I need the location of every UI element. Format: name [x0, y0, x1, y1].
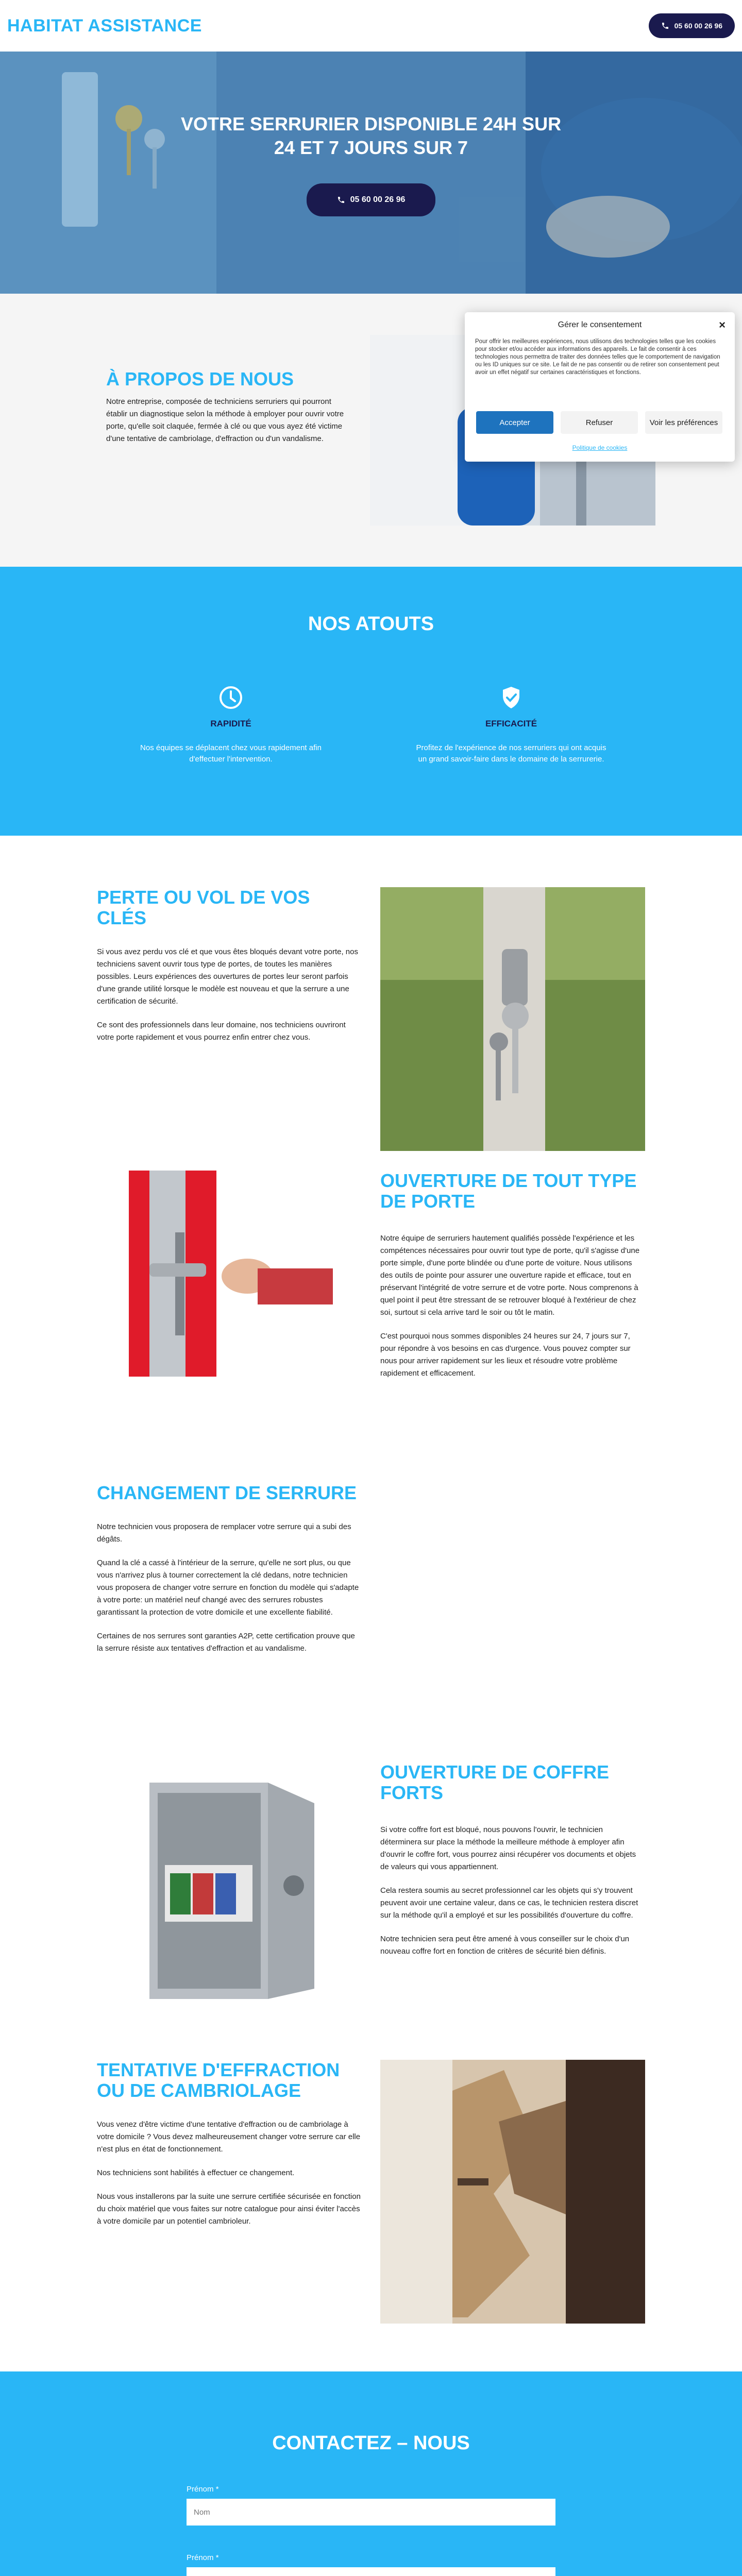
- about-text: Notre entreprise, composée de techniciens serruriers qui pourront établir un diagnostique selon la méthode à employer pour ouvrir votre porte, qu'elle soit claquée, fermée à clé ou que vous ayez été victime d'une tentative de cambriolage, d'effraction ou d'un vandalisme.: [106, 397, 344, 443]
- phone-icon: [337, 196, 345, 204]
- cookie-accept-button[interactable]: Accepter: [476, 411, 553, 434]
- hero-title-line-1: VOTRE SERRURIER DISPONIBLE 24H SUR: [180, 113, 562, 134]
- cookie-consent-dialog: [465, 312, 735, 462]
- perte-paragraph-2: Ce sont des professionnels dans leur domaine, nos techniciens ouvriront votre porte rapidement et vous pourrez enfin entrer chez vous.: [97, 1021, 346, 1042]
- tentative-section: [97, 2060, 362, 2239]
- perte-title: PERTE OU VOL DE VOS CLÉS: [97, 887, 310, 928]
- prenom-label: Prénom *: [187, 2553, 219, 2562]
- cookie-dialog-text: Pour offrir les meilleures expériences, nous utilisons des technologies telles que les cookies pour stocker et/ou accéder aux informations des appareils. Le fait de consentir à ces technologies nous permettra de traiter des données telles que le comportement de navigation ou les ID uniques sur ce site. Le fait de ne pas consentir ou de retirer son consentement peut avoir un effet négatif sur certaines caractéristiques et fonctions.: [475, 338, 720, 376]
- door-handle-image: [129, 1171, 333, 1377]
- cookie-dialog-title: Gérer le consentement: [558, 320, 642, 329]
- tentative-paragraph-3: Nous vous installerons par la suite une serrure certifiée sécurisée en fonction du choix matériel que vous faites sur notre catalogue pour ainsi éviter l'accès à votre domicile par un potentiel cambrioleur.: [97, 2192, 361, 2226]
- ouverture-paragraph-1: Notre équipe de serruriers hautement qualifiés possède l'expérience et les compétences nécessaires pour ouvrir tout type de porte, qu'il s'agisse d'une porte simple, d'une porte blindée ou d'une porte de voiture. Nous utilisons des outils de pointe pour assurer une ouverture rapide et efficace, tout en préservant l'intégrité de votre serrure et de votre porte. Nous comprenons à quel point il peut être stressant de se retrouver bloqué à l'extérieur de chez soi, surtout si cela arrive tard le soir ou tôt le matin.: [380, 1234, 640, 1317]
- header-phone-button[interactable]: [649, 13, 735, 38]
- perte-photo-keys: [380, 887, 645, 1151]
- atout-rapidite-text: Nos équipes se déplacent chez vous rapidement afin d'effectuer l'intervention.: [140, 743, 322, 764]
- ouverture-title: OUVERTURE DE TOUT TYPE DE PORTE: [380, 1170, 637, 1212]
- contact-title: CONTACTEZ – NOUS: [272, 2432, 470, 2454]
- ouverture-paragraph-2: C'est pourquoi nous sommes disponibles 24 heures sur 24, 7 jours sur 7, pour répondre à vos besoins en cas d'urgence. Vous pouvez compter sur nous pour arriver rapidement sur les lieux et résoudre votre problème rapidement et efficacement.: [380, 1332, 631, 1378]
- clock-icon: [218, 685, 243, 710]
- ouverture-text: [380, 1232, 645, 1380]
- ouverture-photo-door: [129, 1171, 333, 1377]
- ouverture-section: [380, 1171, 645, 1391]
- contact-section: [0, 2371, 742, 2576]
- atout-efficacite-text: Profitez de l'expérience de nos serruriers qui ont acquis un grand savoir-faire dans le domaine de la serrurerie.: [416, 743, 606, 764]
- site-logo[interactable]: HABITAT ASSISTANCE: [7, 15, 202, 36]
- prenom-input[interactable]: [187, 2567, 555, 2576]
- atout-rapidite: [133, 685, 329, 765]
- damaged-door-image: [380, 2060, 645, 2324]
- hero-phone-label: 05 60 00 26 96: [350, 195, 406, 204]
- hero-section: [0, 52, 742, 294]
- nom-field: [187, 2485, 555, 2526]
- atout-efficacite: [413, 685, 609, 765]
- perte-paragraph-1: Si vous avez perdu vos clé et que vous êtes bloqués devant votre porte, nos techniciens savent ouvrir tous type de portes, de toutes les manières possibles. Leurs expériences des ouvertures de portes leur seront parfois d'une grande utilité lorsque le modèle est nouveau et que la serrure a une certification de sécurité.: [97, 947, 358, 1006]
- hero-title-line-2: 24 ET 7 JOURS SUR 7: [274, 137, 468, 158]
- coffre-text: [380, 1824, 645, 1958]
- nom-label: Prénom *: [187, 2485, 219, 2494]
- nom-input[interactable]: [187, 2499, 555, 2526]
- atouts-section: [0, 567, 742, 836]
- changement-paragraph-3: Certaines de nos serrures sont garanties A2P, cette certification prouve que la serrure résiste aux tentatives d'effraction et au vandalisme.: [97, 1632, 355, 1653]
- changement-text: [97, 1521, 362, 1655]
- perte-text: [97, 946, 362, 1044]
- tentative-paragraph-2: Nos techniciens sont habilités à effectuer ce changement.: [97, 2168, 295, 2177]
- changement-paragraph-2: Quand la clé a cassé à l'intérieur de la serrure, qu'elle ne sort plus, ou que vous n'arrivez plus à tourner correctement la clé dedans, notre technicien vous proposera de changer votre serrure en fonction du modèle qui s'adapte à votre porte: un matériel neuf changé avec des serrures robustes garantissant la protection de votre domicile et une excellente fiabilité.: [97, 1558, 359, 1617]
- tentative-title: TENTATIVE D'EFFRACTION OU DE CAMBRIOLAGE: [97, 2059, 340, 2101]
- tentative-text: [97, 2119, 362, 2228]
- cookie-policy-link[interactable]: Politique de cookies: [572, 444, 628, 451]
- keys-in-lock-image: [380, 887, 645, 1151]
- changement-title: CHANGEMENT DE SERRURE: [97, 1482, 357, 1503]
- check-shield-icon: [499, 685, 524, 710]
- cookie-preferences-button[interactable]: Voir les préférences: [645, 411, 722, 434]
- site-header: [0, 0, 742, 52]
- safe-image: [129, 1762, 333, 2020]
- coffre-paragraph-1: Si votre coffre fort est bloqué, nous pouvons l'ouvrir, le technicien déterminera sur place la méthode la meilleure méthode à employer afin d'ouvrir le coffre fort, vous pourrez ainsi récupérer vos documents et objets de valeurs qui vous appartiennent.: [380, 1825, 636, 1871]
- about-title: À PROPOS DE NOUS: [106, 368, 294, 389]
- prenom-field: [187, 2553, 555, 2576]
- atout-efficacite-title: EFFICACITÉ: [485, 719, 537, 728]
- coffre-paragraph-2: Cela restera soumis au secret professionnel car les objets qui s'y trouvent peuvent avoir une certaine valeur, dans ce cas, le technicien restera discret sur la méthode qu'il a employé et sur les possibilités d'ouverture du coffre.: [380, 1886, 638, 1920]
- coffre-title: OUVERTURE DE COFFRE FORTS: [380, 1761, 610, 1803]
- atouts-title: NOS ATOUTS: [308, 613, 434, 635]
- tentative-paragraph-1: Vous venez d'être victime d'une tentative d'effraction ou de cambriolage à votre domicile ? Vous devez malheureusement changer votre serrure car elle n'est plus en état de fonctionnement.: [97, 2120, 361, 2154]
- phone-icon: [661, 22, 669, 30]
- atout-rapidite-title: RAPIDITÉ: [210, 719, 251, 728]
- hero-title: [0, 112, 742, 160]
- coffre-paragraph-3: Notre technicien sera peut être amené à vous conseiller sur le choix d'un nouveau coffre fort en fonction de critères de sécurité bien définis.: [380, 1935, 630, 1956]
- changement-section: [97, 1483, 362, 1666]
- perte-section: [97, 887, 362, 1055]
- tentative-photo-damaged-door: [380, 2060, 645, 2324]
- coffre-section: [380, 1762, 645, 1969]
- changement-paragraph-1: Notre technicien vous proposera de remplacer votre serrure qui a subi des dégâts.: [97, 1522, 351, 1544]
- close-icon[interactable]: ×: [719, 318, 726, 331]
- header-phone-label: 05 60 00 26 96: [674, 22, 722, 30]
- coffre-photo-safe: [129, 1762, 333, 2020]
- cookie-refuse-button[interactable]: Refuser: [561, 411, 638, 434]
- hero-overlay: [0, 52, 742, 294]
- hero-phone-button[interactable]: [307, 183, 435, 216]
